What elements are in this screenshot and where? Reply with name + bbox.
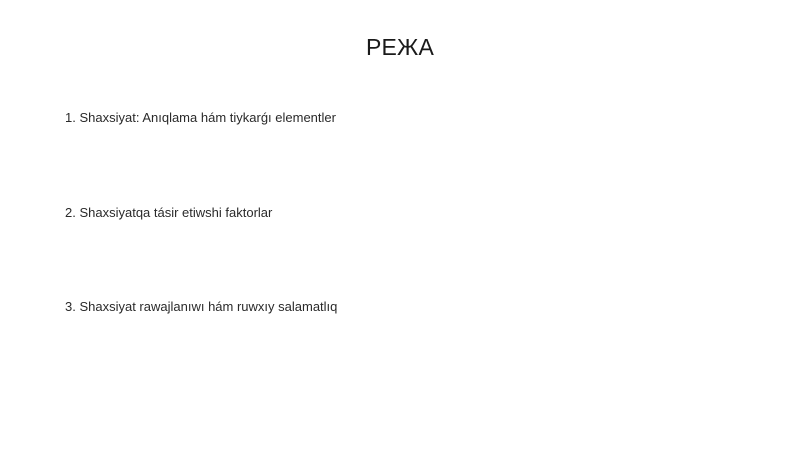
plan-item-2: 2. Shaxsiyatqa tásir etiwshi faktorlar (65, 205, 273, 220)
plan-item-1: 1. Shaxsiyat: Anıqlama hám tiykarǵı elementler (65, 110, 336, 125)
slide-title: РЕЖА (365, 34, 435, 60)
plan-item-3: 3. Shaxsiyat rawajlanıwı hám ruwxıy salamatlıq (65, 299, 338, 314)
